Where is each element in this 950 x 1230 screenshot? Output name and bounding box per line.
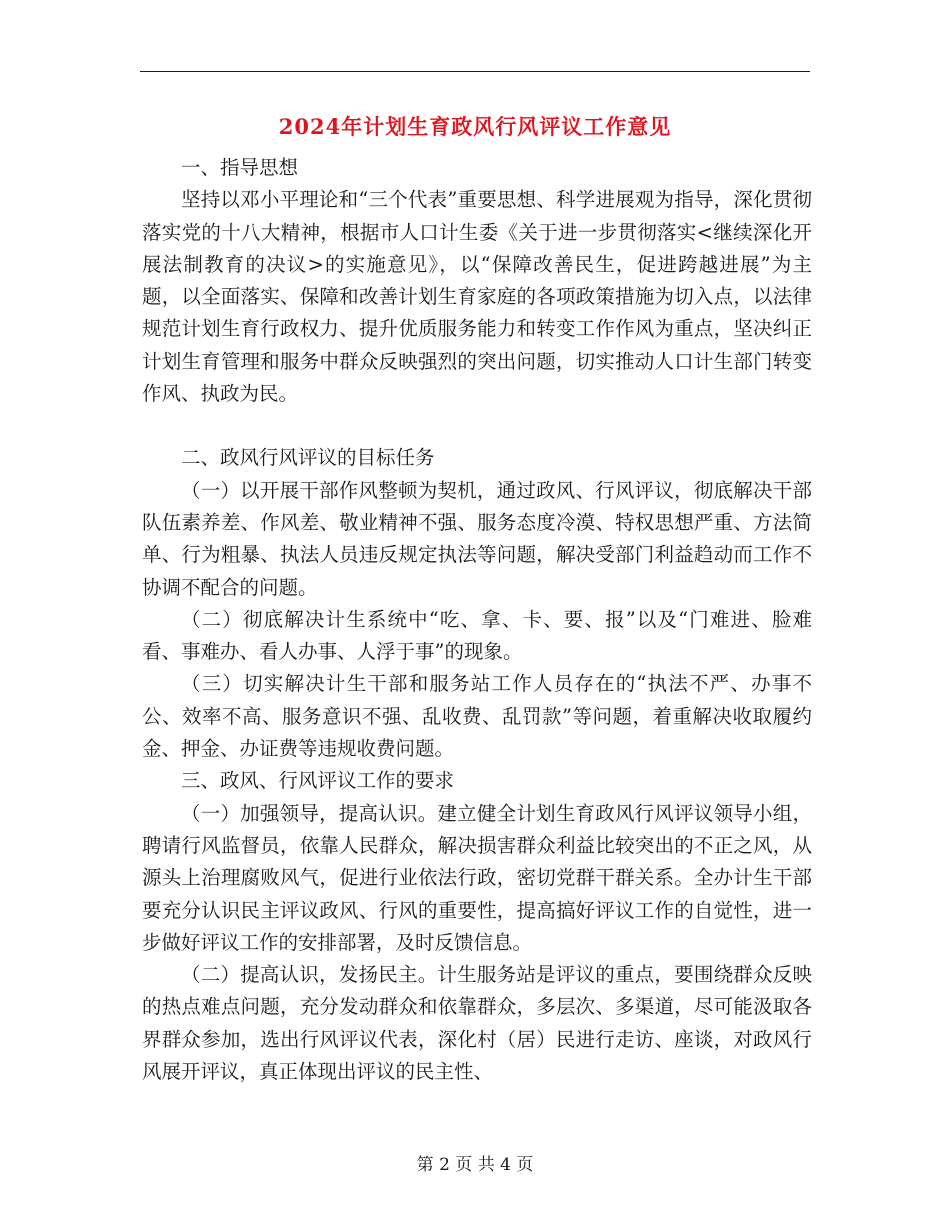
paragraph-goal-1: （一）以开展干部作风整顿为契机，通过政风、行风评议，彻底解决干部队伍素养差、作风差、敬业精神不强、服务态度冷漠、特权思想严重、方法简单、行为粗暴、执法人员违反规定执法等问题，解决受部门利益趋动而工作不协调不配合的问题。: [142, 478, 812, 599]
paragraph-goal-2: （二）彻底解决计生系统中“吃、拿、卡、要、报”以及“门难进、脸难看、事难办、看人办事、人浮于事”的现象。: [142, 607, 812, 664]
section-heading-requirements: 三、政风、行风评议工作的要求: [181, 769, 455, 793]
document-body: [142, 152, 812, 1088]
page-number-footer: 第 2 页 共 4 页: [416, 1155, 534, 1175]
paragraph-goal-3: （三）切实解决计生干部和服务站工作人员存在的“执法不严、办事不公、效率不高、服务意识不强、乱收费、乱罚款”等问题，着重解决收取履约金、押金、办证费等违规收费问题。: [142, 672, 812, 761]
header-rule: [140, 71, 810, 72]
document-title: 2024年计划生育政风行风评议工作意见: [278, 114, 672, 139]
paragraph-requirement-1: （一）加强领导，提高认识。建立健全计划生育政风行风评议领导小组，聘请行风监督员，依靠人民群众，解决损害群众利益比较突出的不正之风，从源头上治理腐败风气，促进行业依法行政，密切党群干群关系。全办计生干部要充分认识民主评议政风、行风的重要性，提高搞好评议工作的自觉性，进一步做好评议工作的安排部署，及时反馈信息。: [142, 801, 812, 954]
paragraph-guiding-thought: 坚持以邓小平理论和“三个代表”重要思想、科学进展观为指导，深化贯彻落实党的十八大精神，根据市人口计生委《关于进一步贯彻落实<继续深化开展法制教育的决议>的实施意见》，以“保障改善民生，促进跨越进展”为主题，以全面落实、保障和改善计划生育家庭的各项政策措施为切入点，以法律规范计划生育行政权力、提升优质服务能力和转变工作作风为重点，坚决纠正计划生育管理和服务中群众反映强烈的突出问题，切实推动人口计生部门转变作风、执政为民。: [142, 188, 812, 406]
section-heading-goals: 二、政风行风评议的目标任务: [181, 446, 435, 470]
section-heading-guiding-thought: 一、指导思想: [181, 156, 299, 179]
paragraph-requirement-2: （二）提高认识，发扬民主。计生服务站是评议的重点，要围绕群众反映的热点难点问题，充分发动群众和依靠群众，多层次、多渠道，尽可能汲取各界群众参加，选出行风评议代表，深化村（居）民进行走访、座谈，对政风行风展开评议，真正体现出评议的民主性、: [142, 963, 812, 1084]
